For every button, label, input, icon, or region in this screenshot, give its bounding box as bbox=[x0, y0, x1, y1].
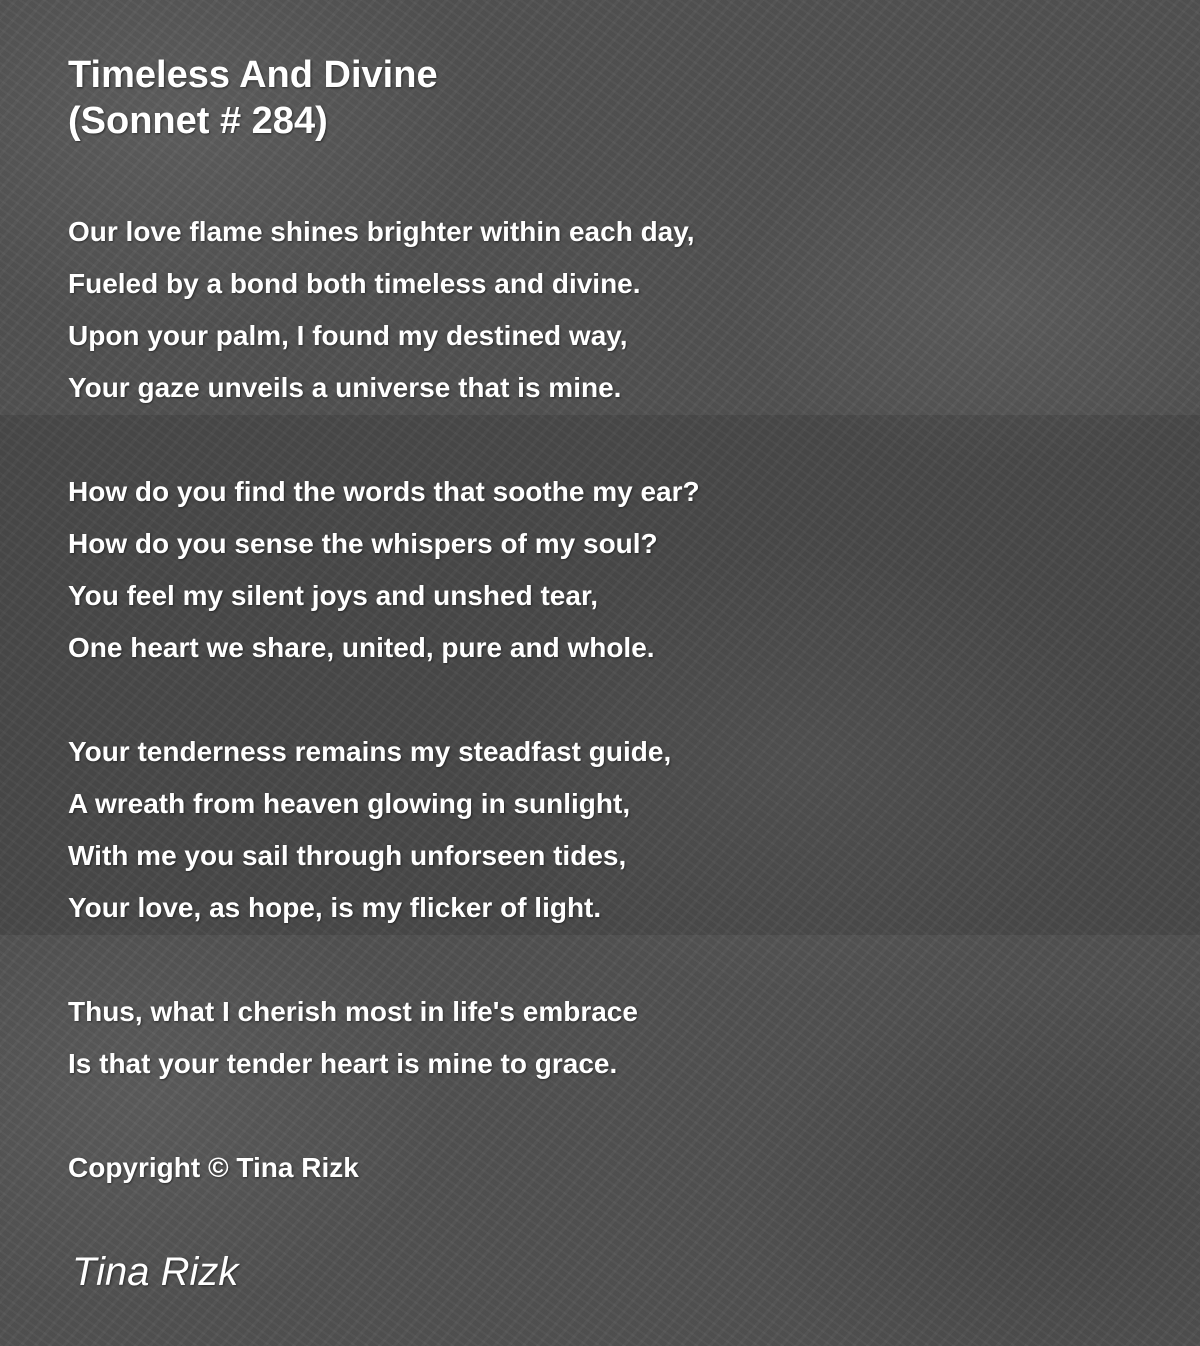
poem-line: A wreath from heaven glowing in sunlight, bbox=[68, 788, 631, 819]
poem-line: One heart we share, united, pure and whole. bbox=[68, 632, 655, 663]
poem-line: Thus, what I cherish most in life's embrace bbox=[68, 996, 638, 1027]
poem-line: Your love, as hope, is my flicker of light. bbox=[68, 892, 602, 923]
poem-body bbox=[68, 206, 1168, 1194]
poem-title-line: Timeless And Divine bbox=[68, 54, 438, 96]
poem-line: Your gaze unveils a universe that is mine. bbox=[68, 372, 622, 403]
copyright-notice: Copyright © Tina Rizk bbox=[68, 1152, 359, 1183]
poem-line: You feel my silent joys and unshed tear, bbox=[68, 580, 599, 611]
poem-line: Fueled by a bond both timeless and divine. bbox=[68, 268, 641, 299]
poem-line: Our love flame shines brighter within each day, bbox=[68, 216, 695, 247]
stanza-3 bbox=[68, 726, 1168, 934]
poem-line: Is that your tender heart is mine to grace. bbox=[68, 1048, 618, 1079]
poem-line: With me you sail through unforseen tides, bbox=[68, 840, 627, 871]
stanza-1 bbox=[68, 206, 1168, 414]
poem-subtitle-line: (Sonnet # 284) bbox=[68, 100, 328, 142]
author-name: Tina Rizk bbox=[72, 1250, 239, 1294]
poem-line: How do you sense the whispers of my soul? bbox=[68, 528, 658, 559]
poem-line: Upon your palm, I found my destined way, bbox=[68, 320, 628, 351]
stanza-2 bbox=[68, 466, 1168, 674]
poem-line: How do you find the words that soothe my ear? bbox=[68, 476, 700, 507]
poem-line: Your tenderness remains my steadfast guide, bbox=[68, 736, 672, 767]
stanza-4 bbox=[68, 986, 1168, 1090]
poem-title bbox=[68, 52, 438, 144]
